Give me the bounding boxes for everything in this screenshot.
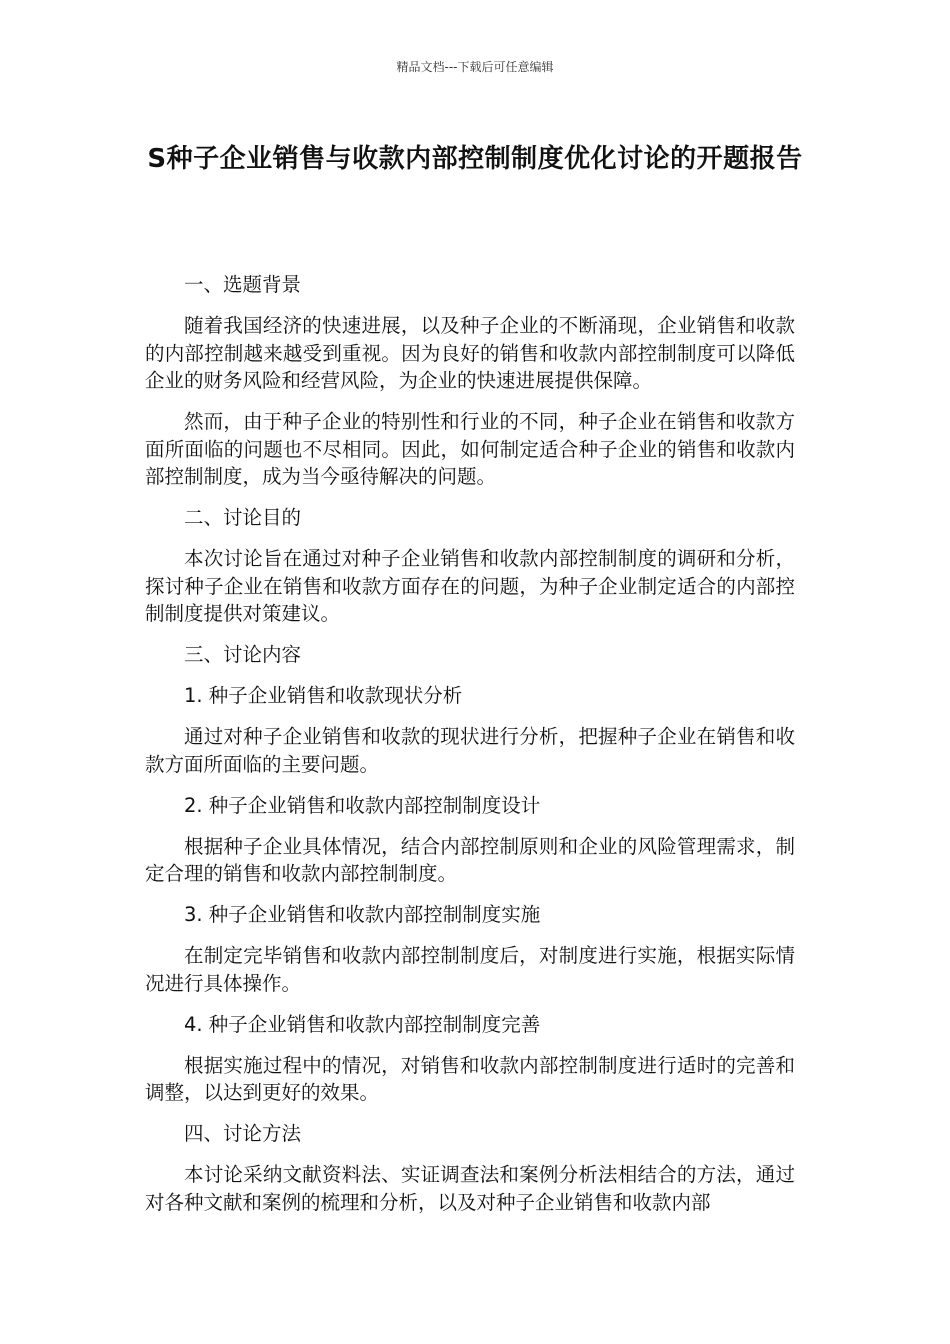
paragraph: 在制定完毕销售和收款内部控制制度后，对制度进行实施，根据实际情况进行具体操作。 bbox=[145, 944, 795, 995]
section-heading-method: 四、讨论方法 bbox=[184, 1122, 302, 1145]
page-header-note: 精品文档---下载后可任意编辑 bbox=[396, 60, 554, 74]
document-title: S种子企业销售与收款内部控制制度优化讨论的开题报告 bbox=[147, 144, 803, 174]
paragraph: 根据种子企业具体情况，结合内部控制原则和企业的风险管理需求，制定合理的销售和收款内部控制制度。 bbox=[145, 834, 795, 885]
paragraph: 本讨论采纳文献资料法、实证调查法和案例分析法相结合的方法，通过对各种文献和案例的梳理和分析，以及对种子企业销售和收款内部 bbox=[145, 1163, 795, 1214]
section-heading-purpose: 二、讨论目的 bbox=[184, 506, 302, 529]
subsection-heading-3: 3. 种子企业销售和收款内部控制制度实施 bbox=[184, 903, 541, 926]
paragraph: 然而，由于种子企业的特别性和行业的不同，种子企业在销售和收款方面所面临的问题也不尽相同。因此，如何制定适合种子企业的销售和收款内部控制制度，成为当今亟待解决的问题。 bbox=[145, 410, 795, 488]
document-body bbox=[145, 271, 795, 1230]
paragraph: 随着我国经济的快速进展，以及种子企业的不断涌现，企业销售和收款的内部控制越来越受到重视。因为良好的销售和收款内部控制制度可以降低企业的财务风险和经营风险，为企业的快速进展提供保障。 bbox=[145, 314, 795, 392]
subsection-heading-1: 1. 种子企业销售和收款现状分析 bbox=[184, 684, 463, 707]
subsection-heading-2: 2. 种子企业销售和收款内部控制制度设计 bbox=[184, 793, 541, 817]
paragraph: 根据实施过程中的情况，对销售和收款内部控制制度进行适时的完善和调整，以达到更好的效果。 bbox=[145, 1053, 795, 1104]
paragraph: 本次讨论旨在通过对种子企业销售和收款内部控制制度的调研和分析，探讨种子企业在销售和收款方面存在的问题，为种子企业制定适合的内部控制制度提供对策建议。 bbox=[145, 547, 795, 625]
section-heading-content: 三、讨论内容 bbox=[184, 643, 302, 666]
subsection-heading-4: 4. 种子企业销售和收款内部控制制度完善 bbox=[184, 1012, 541, 1036]
paragraph: 通过对种子企业销售和收款的现状进行分析，把握种子企业在销售和收款方面所面临的主要问题。 bbox=[145, 725, 795, 776]
section-heading-background: 一、选题背景 bbox=[184, 273, 302, 296]
